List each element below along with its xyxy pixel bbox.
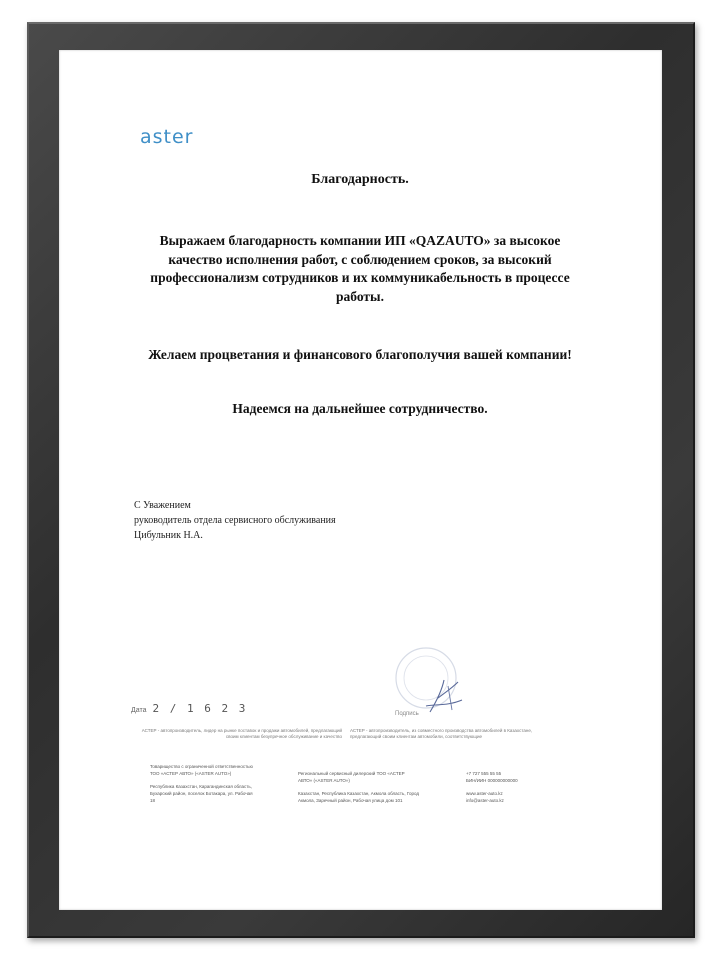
footer-line: Региональный сервисный дилерский ТОО «АСТЕР [298,771,405,776]
signature-block [134,498,336,543]
footer-email: info@aster-auto.kz [466,798,504,803]
footer-line: Республика Казахстан, Карагандинская область, [150,784,252,789]
company-logo: aster [140,126,194,148]
footer-company-info [150,763,290,804]
faded-seal-icon [386,640,466,720]
gratitude-paragraph: Выражаем благодарность компании ИП «QAZAUTO» за высокое качество исполнения работ, с соблюдением сроков, за высокий профессионализм сотрудников и их коммуникабельность в процессе работы. [150,233,570,304]
footer-website: www.aster-auto.kz [466,791,503,796]
footer-line: Акмола, Заречный район, Рабочая улица дом 101 [298,798,403,803]
stamp-text-right: АСТЕР - автопроизводитель, из совместного производства автомобилей в Казахстане, предлагающий своим клиентам автомобили, соответствующие [350,728,533,739]
cooperation-paragraph: Надеемся на дальнейшее сотрудничество. [232,401,488,416]
letter-title: Благодарность. [311,172,409,187]
footer-line: Бухарский район, поселок Ботакара, ул. Рабочая [150,791,253,796]
stamp-text-left: АСТЕР - автопроизводитель, лидер на рынке поставок и продажи автомобилей, предлагающий своим клиентам безупречное обслуживание и качество [141,728,342,739]
footer-line: ТОО «АСТЕР АВТО» («ASTER AUTO») [150,771,232,776]
signature-label: Подпись [395,711,419,717]
footer-bin: БИН/ИИН 000000000000 [466,778,518,783]
signer-position: руководитель отдела сервисного обслуживания [134,515,336,526]
date-value: 2 / 1 6 2 3 [152,702,248,715]
footer-line: Товарищество с ограниченной ответственностью [150,764,253,769]
regards-line: С Уважением [134,500,191,511]
date-label: Дата [131,707,147,714]
footer-line: АВТО» («ASTER AUTO») [298,778,350,783]
footer-line: Казахстан, Республика Казахстан, Акмола область, Город [298,791,419,796]
signer-name: Цибульник Н.А. [134,530,203,541]
footer-contacts [466,770,566,804]
footer-dealer-info [298,770,448,804]
footer-line: 18 [150,798,156,803]
wishes-paragraph: Желаем процветания и финансового благополучия вашей компании! [148,347,572,362]
footer-phone: +7 727 555 55 55 [466,771,502,776]
date-line [131,702,247,715]
